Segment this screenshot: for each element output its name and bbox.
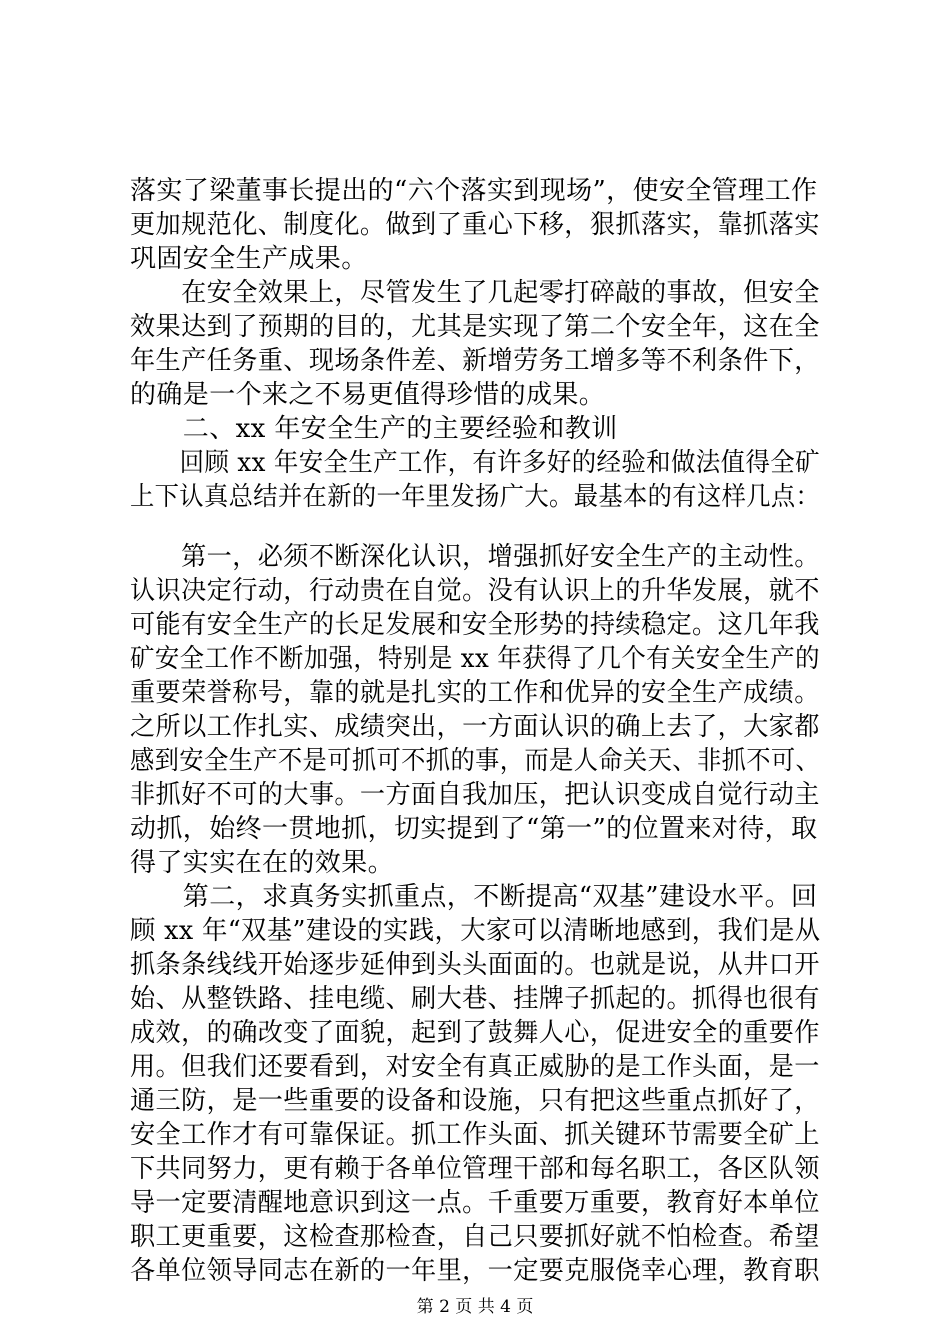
body-text-line: 可能有安全生产的长足发展和安全形势的持续稳定。这几年我 (130, 610, 820, 640)
body-text-line: 矿安全工作不断加强，特别是 xx 年获得了几个有关安全生产的 (130, 644, 820, 674)
body-text-line: 认识决定行动，行动贵在自觉。没有认识上的升华发展，就不 (130, 576, 820, 606)
body-text-line: 第一，必须不断深化认识，增强抓好安全生产的主动性。 (130, 542, 820, 572)
body-text-line: 安全工作才有可靠保证。抓工作头面、抓关键环节需要全矿上 (130, 1120, 820, 1150)
body-text-line: 通三防，是一些重要的设备和设施，只有把这些重点抓好了， (130, 1086, 820, 1116)
body-text-line: 效果达到了预期的目的，尤其是实现了第二个安全年，这在全 (130, 312, 820, 342)
body-text-line: 动抓，始终一贯地抓，切实提到了“第一”的位置来对待，取 (130, 814, 818, 844)
body-text-line: 之所以工作扎实、成绩突出，一方面认识的确上去了，大家都 (130, 712, 820, 742)
body-text-line: 重要荣誉称号，靠的就是扎实的工作和优异的安全生产成绩。 (130, 678, 820, 708)
body-text-line: 更加规范化、制度化。做到了重心下移，狠抓落实，靠抓落实 (130, 210, 820, 240)
body-text-line: 成效，的确改变了面貌，起到了鼓舞人心，促进安全的重要作 (130, 1018, 820, 1048)
body-text-line: 得了实实在在的效果。 (130, 848, 395, 878)
section-heading: 二、xx 年安全生产的主要经验和教训 (130, 414, 618, 444)
body-text-line: 导一定要清醒地意识到这一点。千重要万重要，教育好本单位 (130, 1188, 820, 1218)
body-text-line: 的确是一个来之不易更值得珍惜的成果。 (130, 380, 606, 410)
body-text-line: 年生产任务重、现场条件差、新增劳务工增多等不利条件下， (130, 346, 820, 376)
body-text-line: 上下认真总结并在新的一年里发扬广大。最基本的有这样几点： (130, 482, 821, 512)
body-text-line: 回顾 xx 年安全生产工作，有许多好的经验和做法值得全矿 (130, 448, 820, 478)
body-text-line: 职工更重要，这检查那检查，自己只要抓好就不怕检查。希望 (130, 1222, 820, 1252)
body-text-line: 始、从整铁路、挂电缆、刷大巷、挂牌子抓起的。抓得也很有 (130, 984, 820, 1014)
body-text-line: 落实了梁董事长提出的“六个落实到现场”，使安全管理工作 (130, 176, 818, 206)
body-text-line: 抓条条线线开始逐步延伸到头头面面的。也就是说，从井口开 (130, 950, 820, 980)
body-text-line: 非抓好不可的大事。一方面自我加压，把认识变成自觉行动主 (130, 780, 820, 810)
body-text-line: 感到安全生产不是可抓可不抓的事，而是人命关天、非抓不可、 (130, 746, 821, 776)
body-text-line: 巩固安全生产成果。 (130, 244, 368, 274)
body-text-line: 各单位领导同志在新的一年里，一定要克服侥幸心理，教育职 (130, 1256, 820, 1286)
body-text-line: 顾 xx 年“双基”建设的实践，大家可以清晰地感到，我们是从 (130, 916, 821, 946)
body-text-line: 第二，求真务实抓重点，不断提高“双基”建设水平。回 (130, 882, 818, 912)
body-text-line: 用。但我们还要看到，对安全有真正威胁的是工作头面，是一 (130, 1052, 820, 1082)
body-text-line: 在安全效果上，尽管发生了几起零打碎敲的事故，但安全 (130, 278, 820, 308)
body-text-line: 下共同努力，更有赖于各单位管理干部和每名职工，各区队领 (130, 1154, 820, 1184)
page-number-footer: 第 2 页 共 4 页 (416, 1297, 534, 1317)
